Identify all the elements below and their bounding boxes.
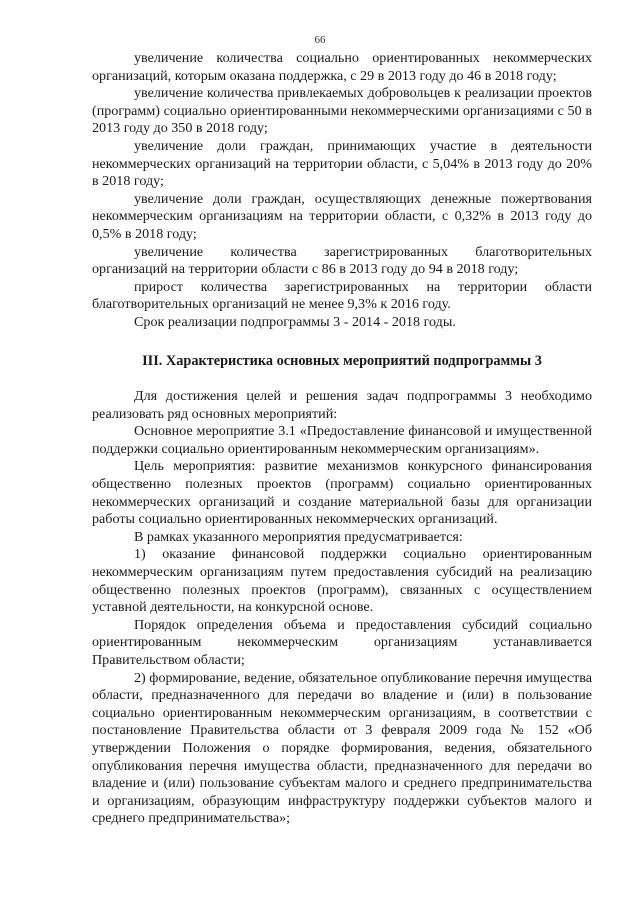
page-number: 66 (314, 34, 326, 46)
paragraph-indicator-nko-support: увеличение количества социально ориентированных некоммерческих организаций, которым оказана поддержка, с 29 в 2013 году до 46 в 2018 году; (92, 50, 592, 84)
paragraph-indicator-charities-growth: прирост количества зарегистрированных на территории области благотворительных организаций не менее 9,3% к 2016 году. (92, 278, 592, 313)
paragraph-indicator-volunteers: увеличение количества привлекаемых добровольцев к реализации проектов (программ) социально ориентированными некоммерческими организациями с 50 в 2013 году до 350 в 2018 году; (92, 85, 592, 137)
paragraph-intro: Для достижения целей и решения задач подпрограммы 3 необходимо реализовать ряд основных мероприятий: (92, 388, 592, 422)
paragraph-subsidy-procedure: Порядок определения объема и предоставления субсидий социально ориентированным некоммерческим организациям устанавливается Правительством области; (92, 616, 592, 668)
paragraph-indicator-donations-share: увеличение доли граждан, осуществляющих денежные пожертвования некоммерческим организациям на территории области, с 0,32% в 2013 году до 0,5% в 2018 году; (92, 190, 592, 242)
paragraph-item-2: 2) формирование, ведение, обязательное опубликование перечня имущества области, предназначенного для передачи во владение и (или) в пользование социально ориентированным некоммерческим организациям, в соответствии с постановление Правительства области от 3 февраля 2009 года № 152 «Об утверждении Положения о порядке формирования, ведения, обязательного опубликования перечня имущества области, предназначенного для передачи во владение и (или) пользование субъектам малого и среднего предпринимательства и организациям, образующим инфраструктуру поддержки субъектов малого и среднего предпринимательства»; (92, 669, 592, 827)
document-body (92, 50, 592, 828)
paragraph-provisions-intro: В рамках указанного мероприятия предусматривается: (134, 528, 463, 545)
paragraph-activity-goal: Цель мероприятия: развитие механизмов конкурсного финансирования общественно полезных проектов (программ) социально ориентированных некоммерческих организаций и создание материальной базы для организации работы социально ориентированных некоммерческих организаций. (92, 458, 592, 528)
paragraph-indicator-participation-share: увеличение доли граждан, принимающих участие в деятельности некоммерческих организаций на территории области, с 5,04% в 2013 году до 20% в 2018 году; (92, 137, 592, 190)
section-heading: III. Характеристика основных мероприятий подпрограммы 3 (142, 352, 542, 369)
paragraph-indicator-charities-count: увеличение количества зарегистрированных благотворительных организаций на территории области с 86 в 2013 году до 94 в 2018 году; (92, 243, 592, 278)
paragraph-item-1: 1) оказание финансовой поддержки социально ориентированным некоммерческим организациям путем предоставления субсидий на реализацию общественно полезных проектов (программ), связанных с осуществлением уставной деятельности, на конкурсной основе. (92, 546, 592, 616)
paragraph-implementation-period: Срок реализации подпрограммы 3 - 2014 - 2018 годы. (134, 313, 456, 330)
paragraph-main-activity: Основное мероприятие 3.1 «Предоставление финансовой и имущественной поддержки социально ориентированным некоммерческим организациям». (92, 423, 592, 457)
